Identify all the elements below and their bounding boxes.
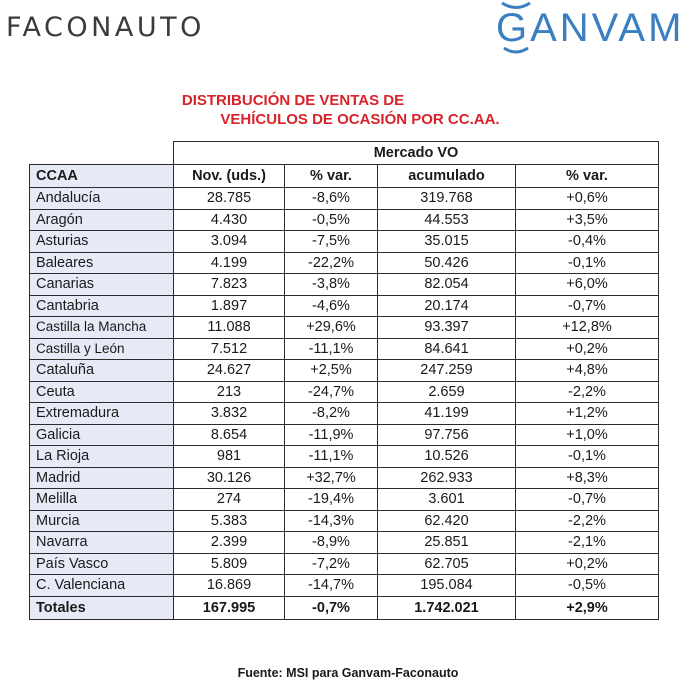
table-row xyxy=(30,381,659,403)
var-month: -7,2% xyxy=(285,553,378,575)
region-name: Melilla xyxy=(30,489,174,511)
accumulated: 25.851 xyxy=(378,532,516,554)
region-name: Aragón xyxy=(30,209,174,231)
table-row xyxy=(30,317,659,339)
totals-nov-units: 167.995 xyxy=(174,596,285,619)
nov-units: 5.809 xyxy=(174,553,285,575)
table-row xyxy=(30,424,659,446)
var-accumulated: +8,3% xyxy=(516,467,659,489)
table-row xyxy=(30,295,659,317)
table-row xyxy=(30,467,659,489)
accumulated: 82.054 xyxy=(378,274,516,296)
var-month: -11,1% xyxy=(285,446,378,468)
var-accumulated: +1,0% xyxy=(516,424,659,446)
accumulated: 2.659 xyxy=(378,381,516,403)
totals-accumulated: 1.742.021 xyxy=(378,596,516,619)
page-title xyxy=(0,91,696,129)
nov-units: 28.785 xyxy=(174,188,285,210)
var-accumulated: -0,4% xyxy=(516,231,659,253)
region-name: Ceuta xyxy=(30,381,174,403)
region-name: Murcia xyxy=(30,510,174,532)
ganvam-logo-word: GANVAM xyxy=(496,6,685,50)
table-row xyxy=(30,252,659,274)
var-month: -14,3% xyxy=(285,510,378,532)
var-month: +32,7% xyxy=(285,467,378,489)
accumulated: 35.015 xyxy=(378,231,516,253)
nov-units: 1.897 xyxy=(174,295,285,317)
var-accumulated: -0,1% xyxy=(516,252,659,274)
sales-table xyxy=(29,141,659,620)
group-header-spacer xyxy=(30,142,174,165)
table-row xyxy=(30,274,659,296)
ganvam-logo xyxy=(496,0,696,58)
var-accumulated: +0,2% xyxy=(516,338,659,360)
header-nov-uds: Nov. (uds.) xyxy=(174,165,285,188)
var-month: -14,7% xyxy=(285,575,378,597)
nov-units: 3.832 xyxy=(174,403,285,425)
var-accumulated: -2,1% xyxy=(516,532,659,554)
accumulated: 3.601 xyxy=(378,489,516,511)
nov-units: 30.126 xyxy=(174,467,285,489)
region-name: País Vasco xyxy=(30,553,174,575)
var-accumulated: +12,8% xyxy=(516,317,659,339)
nov-units: 4.199 xyxy=(174,252,285,274)
accumulated: 41.199 xyxy=(378,403,516,425)
accumulated: 10.526 xyxy=(378,446,516,468)
table-row xyxy=(30,360,659,382)
nov-units: 274 xyxy=(174,489,285,511)
region-name: Asturias xyxy=(30,231,174,253)
nov-units: 981 xyxy=(174,446,285,468)
nov-units: 2.399 xyxy=(174,532,285,554)
accumulated: 97.756 xyxy=(378,424,516,446)
var-month: -8,9% xyxy=(285,532,378,554)
region-name: La Rioja xyxy=(30,446,174,468)
table-row xyxy=(30,446,659,468)
var-month: -7,5% xyxy=(285,231,378,253)
nov-units: 3.094 xyxy=(174,231,285,253)
region-name: Canarias xyxy=(30,274,174,296)
var-accumulated: -0,1% xyxy=(516,446,659,468)
accumulated: 62.705 xyxy=(378,553,516,575)
var-month: -0,5% xyxy=(285,209,378,231)
var-month: -3,8% xyxy=(285,274,378,296)
region-name: Andalucía xyxy=(30,188,174,210)
var-accumulated: -0,7% xyxy=(516,489,659,511)
region-name: Galicia xyxy=(30,424,174,446)
column-header-row xyxy=(30,165,659,188)
var-month: +2,5% xyxy=(285,360,378,382)
var-accumulated: +3,5% xyxy=(516,209,659,231)
var-month: -4,6% xyxy=(285,295,378,317)
var-month: -19,4% xyxy=(285,489,378,511)
accumulated: 50.426 xyxy=(378,252,516,274)
var-month: -11,1% xyxy=(285,338,378,360)
nov-units: 24.627 xyxy=(174,360,285,382)
accumulated: 319.768 xyxy=(378,188,516,210)
var-accumulated: -2,2% xyxy=(516,381,659,403)
nov-units: 5.383 xyxy=(174,510,285,532)
table-row xyxy=(30,553,659,575)
region-name: Navarra xyxy=(30,532,174,554)
accumulated: 44.553 xyxy=(378,209,516,231)
table-row xyxy=(30,338,659,360)
table-row xyxy=(30,489,659,511)
header-var-acc: % var. xyxy=(516,165,659,188)
var-month: -8,6% xyxy=(285,188,378,210)
nov-units: 16.869 xyxy=(174,575,285,597)
header-ccaa: CCAA xyxy=(30,165,174,188)
var-month: -8,2% xyxy=(285,403,378,425)
table-row xyxy=(30,532,659,554)
totals-region-name: Totales xyxy=(30,596,174,619)
accumulated: 93.397 xyxy=(378,317,516,339)
totals-row xyxy=(30,596,659,619)
region-name: Cantabria xyxy=(30,295,174,317)
var-month: -24,7% xyxy=(285,381,378,403)
nov-units: 213 xyxy=(174,381,285,403)
nov-units: 7.823 xyxy=(174,274,285,296)
header-acumulado: acumulado xyxy=(378,165,516,188)
totals-var-month: -0,7% xyxy=(285,596,378,619)
region-name: Baleares xyxy=(30,252,174,274)
var-accumulated: -0,5% xyxy=(516,575,659,597)
region-name: Extremadura xyxy=(30,403,174,425)
accumulated: 84.641 xyxy=(378,338,516,360)
title-line-1: DISTRIBUCIÓN DE VENTAS DE xyxy=(181,92,405,109)
title-line-2: VEHÍCULOS DE OCASIÓN POR CC.AA. xyxy=(220,111,500,128)
accumulated: 20.174 xyxy=(378,295,516,317)
var-month: +29,6% xyxy=(285,317,378,339)
region-name: C. Valenciana xyxy=(30,575,174,597)
nov-units: 4.430 xyxy=(174,209,285,231)
region-name: Castilla la Mancha xyxy=(30,317,174,339)
var-accumulated: -2,2% xyxy=(516,510,659,532)
table-row xyxy=(30,403,659,425)
var-month: -22,2% xyxy=(285,252,378,274)
faconauto-logo: FACONAUTO xyxy=(6,12,205,43)
var-accumulated: +0,2% xyxy=(516,553,659,575)
group-header-mercado-vo: Mercado VO xyxy=(174,142,659,165)
accumulated: 262.933 xyxy=(378,467,516,489)
header-var-month: % var. xyxy=(285,165,378,188)
table-row xyxy=(30,188,659,210)
nov-units: 11.088 xyxy=(174,317,285,339)
var-accumulated: +6,0% xyxy=(516,274,659,296)
table-row xyxy=(30,575,659,597)
accumulated: 247.259 xyxy=(378,360,516,382)
var-accumulated: +0,6% xyxy=(516,188,659,210)
nov-units: 7.512 xyxy=(174,338,285,360)
var-accumulated: -0,7% xyxy=(516,295,659,317)
region-name: Madrid xyxy=(30,467,174,489)
source-note: Fuente: MSI para Ganvam-Faconauto xyxy=(237,666,459,680)
totals-var-accumulated: +2,9% xyxy=(516,596,659,619)
region-name: Cataluña xyxy=(30,360,174,382)
group-header-row xyxy=(30,142,659,165)
nov-units: 8.654 xyxy=(174,424,285,446)
var-month: -11,9% xyxy=(285,424,378,446)
region-name: Castilla y León xyxy=(30,338,174,360)
table-row xyxy=(30,231,659,253)
table-row xyxy=(30,209,659,231)
var-accumulated: +4,8% xyxy=(516,360,659,382)
table-row xyxy=(30,510,659,532)
accumulated: 195.084 xyxy=(378,575,516,597)
var-accumulated: +1,2% xyxy=(516,403,659,425)
sales-table-body xyxy=(30,142,659,620)
accumulated: 62.420 xyxy=(378,510,516,532)
